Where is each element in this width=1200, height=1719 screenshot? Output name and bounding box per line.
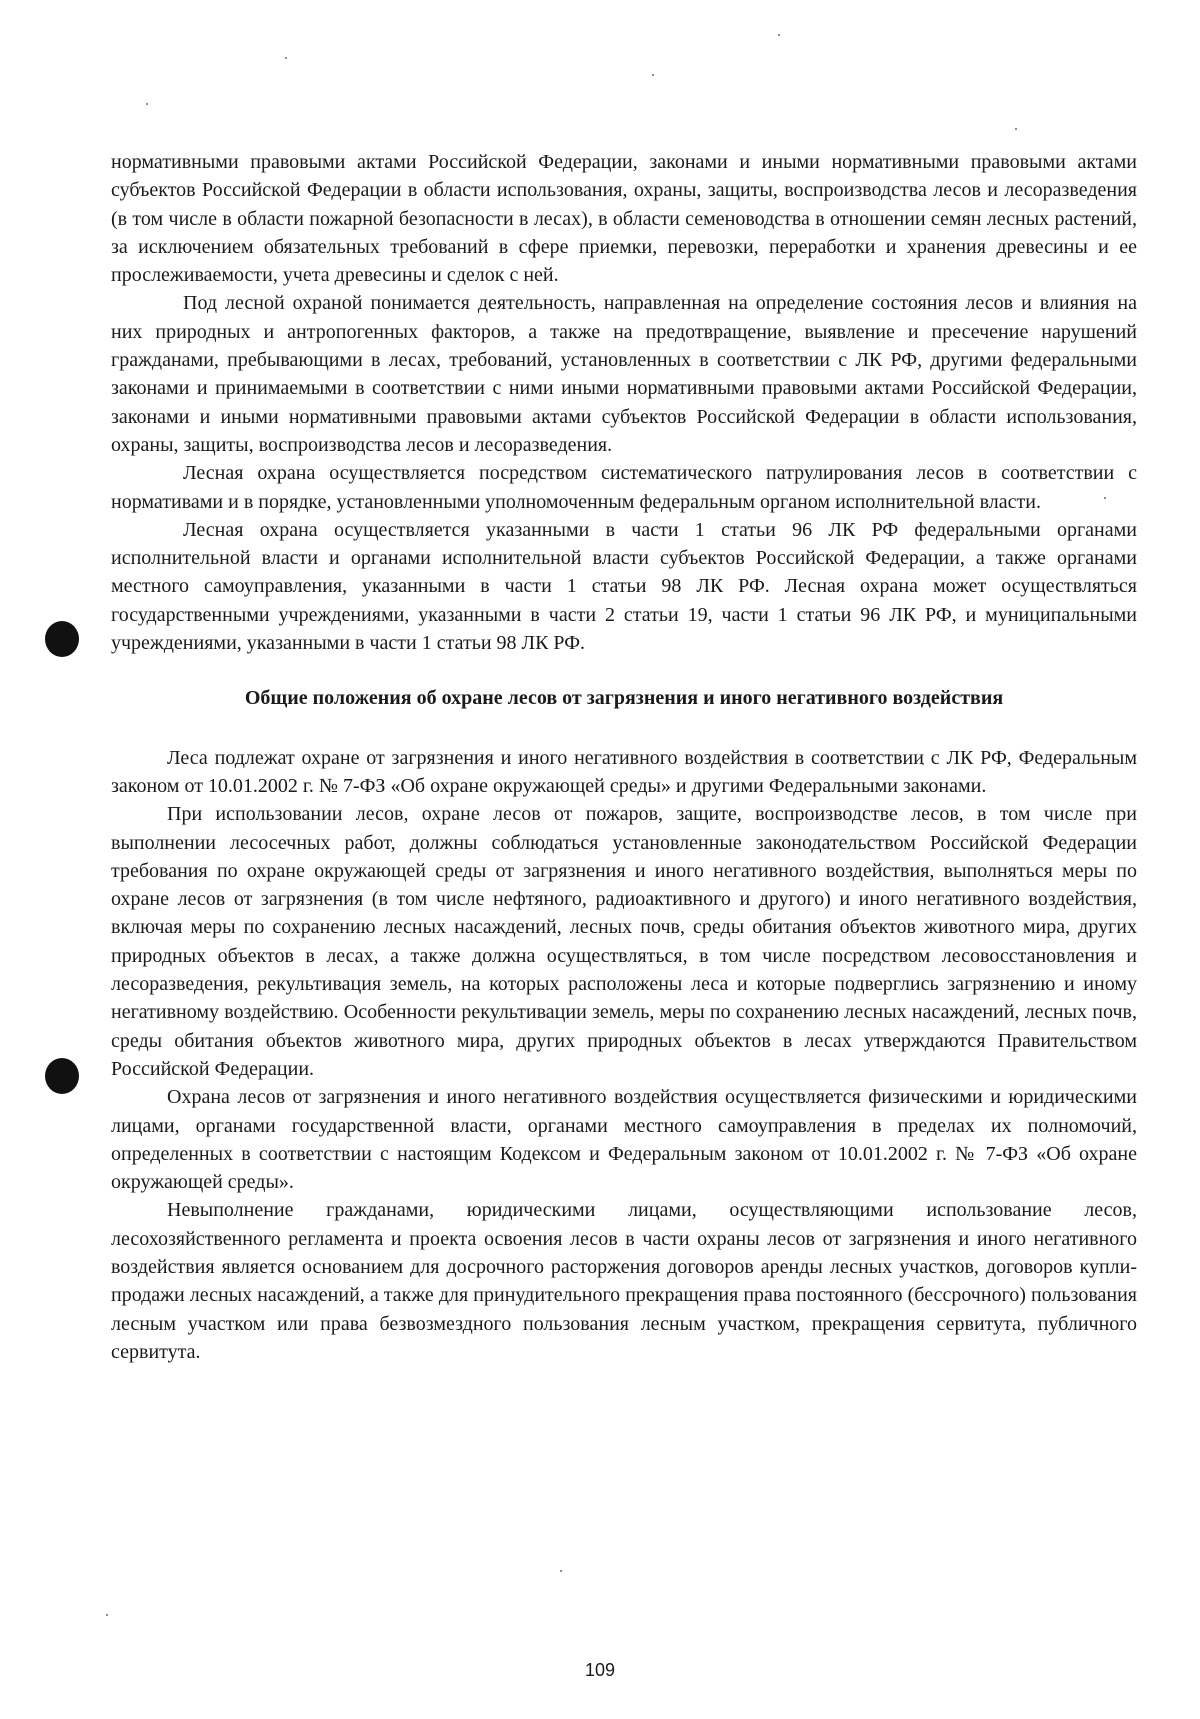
body-paragraph: Леса подлежат охране от загрязнения и иного негативного воздействия в соответствии с ЛК РФ, Федеральным законом от 10.01.2002 г. № 7-ФЗ «Об охране окружающей среды» и другими Федеральными законами. bbox=[111, 746, 1137, 797]
body-paragraph: Охрана лесов от загрязнения и иного негативного воздействия осуществляется физическими и юридическими лицами, органами государственной власти, органами местного самоуправления в пределах их полномочий, определенных в соответствии с настоящим Кодексом и Федеральным законом от 10.01.2002 г. № 7-ФЗ «Об охране окружающей среды». bbox=[111, 1086, 1137, 1194]
body-paragraph: нормативными правовыми актами Российской Федерации, законами и иными нормативными правовыми актами субъектов Российской Федерации в области использования, охраны, защиты, воспроизводства лесов и лесоразведения (в том числе в области пожарной безопасности в лесах), в области семеноводства в отношении семян лесных растений, за исключением обязательных требований в сфере приемки, перевозки, переработки и хранения древесины и ее прослеживаемости, учета древесины и сделок с ней. bbox=[111, 151, 1137, 287]
scan-speck bbox=[652, 74, 654, 76]
scan-speck bbox=[560, 1570, 562, 1572]
body-paragraph: Лесная охрана осуществляется посредством систематического патрулирования лесов в соответствии с нормативами и в порядке, установленными уполномоченным федеральным органом исполнительной власти. bbox=[111, 462, 1137, 513]
body-paragraph: Лесная охрана осуществляется указанными в части 1 статьи 96 ЛК РФ федеральными органами исполнительной власти и органами исполнительной власти субъектов Российской Федерации, а также органами местного самоуправления, указанными в части 1 статьи 98 ЛК РФ. Лесная охрана может осуществляться государственными учреждениями, указанными в части 2 статьи 19, части 1 статьи 96 ЛК РФ, и муниципальными учреждениями, указанными в части 1 статьи 98 ЛК РФ. bbox=[111, 518, 1137, 655]
punch-hole-mark bbox=[45, 1058, 79, 1094]
scan-speck bbox=[106, 1614, 108, 1616]
document-body bbox=[111, 148, 1137, 1366]
scan-speck bbox=[146, 103, 148, 105]
body-paragraph: Под лесной охраной понимается деятельность, направленная на определение состояния лесов и влияния на них природных и антропогенных факторов, а также на предотвращение, выявление и пресечение нарушений гражданами, пребывающими в лесах, требований, установленных в соответствии с ЛК РФ, другими федеральными законами и принимаемыми в соответствии с ними иными нормативными правовыми актами Российской Федерации, законами и иными нормативными правовыми актами субъектов Российской Федерации в области использования, охраны, защиты, воспроизводства лесов и лесоразведения. bbox=[111, 292, 1137, 456]
section-heading: Общие положения об охране лесов от загрязнения и иного негативного воздействия bbox=[244, 687, 1004, 710]
scan-speck bbox=[778, 34, 780, 36]
page-number: 109 bbox=[584, 1660, 616, 1680]
scan-speck bbox=[1015, 128, 1017, 130]
body-paragraph: При использовании лесов, охране лесов от пожаров, защите, воспроизводстве лесов, в том числе при выполнении лесосечных работ, должны соблюдаться установленные законодательством Российской Федерации требования по охране окружающей среды от загрязнения и иного негативного воздействия, выполняться меры по охране лесов от загрязнения (в том числе нефтяного, радиоактивного и другого) и иного негативного воздействия, включая меры по сохранению лесных насаждений, лесных почв, среды обитания объектов животного мира, других природных объектов в лесах, а также должна осуществляться, в том числе посредством лесовосстановления и лесоразведения, рекультивация земель, на которых расположены леса и которые подверглись загрязнению и иному негативному воздействию. Особенности рекультивации земель, меры по сохранению лесных насаждений, лесных почв, среды обитания объектов животного мира, других природных объектов в лесах утверждаются Правительством Российской Федерации. bbox=[111, 803, 1137, 1080]
scan-speck bbox=[285, 57, 287, 59]
body-paragraph: Невыполнение гражданами, юридическими лицами, осуществляющими использование лесов, лесохозяйственного регламента и проекта освоения лесов в части охраны лесов от загрязнения и иного негативного воздействия является основанием для досрочного расторжения договоров аренды лесных участков, договоров купли-продажи лесных насаждений, а также для принудительного прекращения права постоянного (бессрочного) пользования лесным участком или права безвозмездного пользования лесным участком, прекращения сервитута, публичного сервитута. bbox=[111, 1199, 1137, 1363]
punch-hole-mark bbox=[45, 621, 79, 657]
